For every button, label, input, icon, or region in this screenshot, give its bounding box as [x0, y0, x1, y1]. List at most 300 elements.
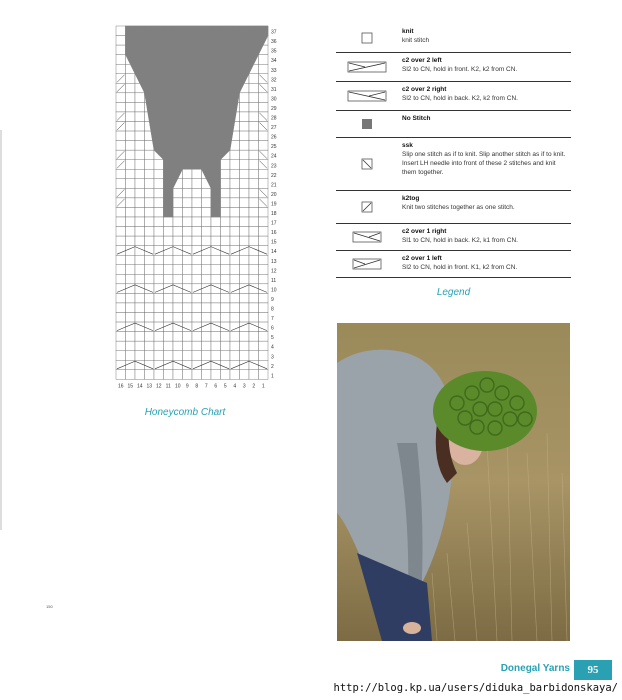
- chart-cell: [183, 169, 193, 179]
- chart-cell: [230, 341, 240, 351]
- row-number: 28: [271, 115, 277, 122]
- chart-cell: [259, 227, 269, 237]
- chart-cell: [230, 236, 240, 246]
- chart-cell: [116, 141, 126, 151]
- no-stitch-icon: [336, 111, 398, 137]
- chart-cell: [240, 341, 250, 351]
- row-number: 11: [271, 277, 277, 284]
- chart-cell: [183, 265, 193, 275]
- chart-cell: [126, 179, 136, 189]
- chart-cell: [173, 198, 183, 208]
- col-number: 5: [223, 383, 227, 390]
- legend-item-desc: Slip one stitch as if to knit. Slip another stitch as if to knit. Insert LH needle into front of these 2 stitches and knit them together.: [402, 151, 566, 176]
- chart-cell: [154, 160, 164, 170]
- chart-cell: [126, 169, 136, 179]
- chart-cell: [259, 93, 269, 103]
- col-number: 3: [242, 383, 246, 390]
- chart-cell: [116, 303, 126, 313]
- chart-cell: [126, 351, 136, 361]
- row-number: 17: [271, 220, 277, 227]
- chart-cell: [259, 217, 269, 227]
- chart-cell: [221, 274, 231, 284]
- chart-cell: [135, 122, 145, 132]
- col-number: 11: [165, 383, 171, 390]
- chart-cell: [211, 341, 221, 351]
- chart-cell: [183, 351, 193, 361]
- chart-cell: [116, 26, 126, 36]
- chart-cell: [249, 198, 259, 208]
- chart-cell: [173, 341, 183, 351]
- row-number: 2: [271, 363, 274, 370]
- chart-cell: [126, 150, 136, 160]
- chart-cell: [183, 313, 193, 323]
- chart-cell: [202, 217, 212, 227]
- row-number: 32: [271, 77, 277, 84]
- chart-cell: [249, 150, 259, 160]
- chart-cell: [202, 370, 212, 380]
- chart-cell: [126, 122, 136, 132]
- chart-cell: [259, 169, 269, 179]
- chart-cell: [259, 293, 269, 303]
- chart-cell: [154, 169, 164, 179]
- legend-item-desc: Sl2 to CN, hold in front. K1, k2 from CN.: [402, 264, 518, 271]
- legend-item: [336, 24, 571, 53]
- row-number: 8: [271, 306, 274, 313]
- chart-cell: [192, 332, 202, 342]
- chart-cell: [183, 274, 193, 284]
- chart-cell: [211, 227, 221, 237]
- row-number: 23: [271, 163, 277, 170]
- chart-cell: [154, 188, 164, 198]
- row-number: 7: [271, 316, 274, 323]
- chart-cell: [126, 236, 136, 246]
- row-number: 4: [271, 344, 274, 351]
- chart-cell: [249, 112, 259, 122]
- chart-cell: [183, 179, 193, 189]
- chart-cell: [230, 169, 240, 179]
- c2-over-1-left-icon: [336, 251, 398, 277]
- chart-cell: [192, 236, 202, 246]
- chart-cell: [249, 217, 259, 227]
- chart-cell: [230, 207, 240, 217]
- chart-cell: [154, 293, 164, 303]
- chart-cell: [249, 122, 259, 132]
- chart-cell: [135, 198, 145, 208]
- chart-cell: [240, 293, 250, 303]
- chart-cell: [249, 341, 259, 351]
- row-number: 21: [271, 182, 277, 189]
- chart-cell: [126, 370, 136, 380]
- chart-cell: [211, 274, 221, 284]
- chart-cell: [249, 332, 259, 342]
- chart-cell: [230, 303, 240, 313]
- chart-cell: [145, 236, 155, 246]
- chart-cell: [211, 370, 221, 380]
- row-number: 25: [271, 144, 277, 151]
- chart-cell: [202, 188, 212, 198]
- chart-cell: [183, 303, 193, 313]
- chart-cell: [240, 150, 250, 160]
- legend-item-title: No Stitch: [402, 115, 431, 122]
- chart-cell: [230, 217, 240, 227]
- chart-cell: [173, 188, 183, 198]
- chart-cell: [154, 370, 164, 380]
- chart-cell: [173, 207, 183, 217]
- chart-cell: [126, 83, 136, 93]
- chart-cell: [164, 274, 174, 284]
- chart-cell: [164, 370, 174, 380]
- chart-cell: [116, 274, 126, 284]
- chart-cell: [116, 36, 126, 46]
- chart-cell: [221, 198, 231, 208]
- chart-cell: [173, 255, 183, 265]
- chart-cell: [164, 255, 174, 265]
- row-number: 30: [271, 96, 277, 103]
- footer-brand: Donegal Yarns: [500, 663, 570, 674]
- chart-cell: [126, 303, 136, 313]
- chart-cell: [249, 227, 259, 237]
- chart-cell: [259, 141, 269, 151]
- chart-cell: [240, 179, 250, 189]
- chart-cell: [135, 255, 145, 265]
- chart-cell: [135, 236, 145, 246]
- chart-cell: [116, 341, 126, 351]
- row-number: 16: [271, 230, 277, 237]
- chart-cell: [259, 236, 269, 246]
- chart-cell: [240, 169, 250, 179]
- chart-cell: [221, 265, 231, 275]
- chart-cell: [154, 236, 164, 246]
- chart-cell: [164, 303, 174, 313]
- chart-cell: [183, 227, 193, 237]
- chart-cell: [211, 351, 221, 361]
- row-number: 36: [271, 39, 277, 46]
- chart-cell: [116, 93, 126, 103]
- chart-cell: [211, 217, 221, 227]
- chart-cell: [154, 351, 164, 361]
- chart-cell: [135, 227, 145, 237]
- chart-cell: [221, 303, 231, 313]
- chart-caption: Honeycomb Chart: [144, 407, 226, 418]
- chart-cell: [240, 93, 250, 103]
- chart-cell: [249, 265, 259, 275]
- chart-cell: [240, 313, 250, 323]
- chart-cell: [135, 102, 145, 112]
- chart-cell: [211, 332, 221, 342]
- chart-cell: [145, 217, 155, 227]
- chart-cell: [192, 198, 202, 208]
- chart-cell: [211, 293, 221, 303]
- legend-item: [336, 251, 571, 278]
- chart-cell: [164, 236, 174, 246]
- chart-cell: [173, 303, 183, 313]
- row-number: 20: [271, 191, 277, 198]
- chart-cell: [183, 188, 193, 198]
- chart-cell: [154, 207, 164, 217]
- chart-cell: [173, 293, 183, 303]
- chart-cell: [259, 55, 269, 65]
- chart-cell: [126, 112, 136, 122]
- chart-cell: [230, 227, 240, 237]
- legend-item-title: k2tog: [402, 195, 420, 202]
- chart-cell: [259, 102, 269, 112]
- chart-cell: [116, 293, 126, 303]
- chart-cell: [230, 150, 240, 160]
- row-number: 3: [271, 354, 274, 361]
- chart-cell: [135, 265, 145, 275]
- chart-cell: [145, 303, 155, 313]
- chart-cell: [240, 217, 250, 227]
- chart-cell: [154, 179, 164, 189]
- chart-cell: [135, 351, 145, 361]
- chart-cell: [154, 332, 164, 342]
- chart-cell: [183, 293, 193, 303]
- chart-cell: [126, 74, 136, 84]
- legend-item-title: ssk: [402, 142, 413, 149]
- chart-cell: [164, 227, 174, 237]
- chart-cell: [202, 236, 212, 246]
- chart-cell: [249, 93, 259, 103]
- chart-cell: [259, 64, 269, 74]
- chart-cell: [192, 303, 202, 313]
- chart-cell: [240, 188, 250, 198]
- row-number: 18: [271, 211, 277, 217]
- chart-cell: [211, 265, 221, 275]
- chart-cell: [116, 255, 126, 265]
- legend-item-desc: Sl2 to CN, hold in front. K2, k2 from CN.: [402, 66, 518, 73]
- chart-cell: [240, 112, 250, 122]
- chart-cell: [126, 207, 136, 217]
- chart-cell: [145, 160, 155, 170]
- chart-cell: [135, 303, 145, 313]
- chart-cell: [126, 160, 136, 170]
- chart-cell: [126, 332, 136, 342]
- chart-cell: [183, 207, 193, 217]
- row-number: 22: [271, 172, 277, 179]
- knit-icon: [336, 24, 398, 52]
- chart-cell: [154, 313, 164, 323]
- row-number: 35: [271, 48, 277, 55]
- row-number: 9: [271, 296, 274, 303]
- row-number: 10: [271, 287, 277, 294]
- chart-cell: [202, 198, 212, 208]
- row-number: 13: [271, 258, 277, 265]
- chart-cell: [240, 332, 250, 342]
- col-number: 14: [136, 383, 143, 390]
- chart-cell: [173, 274, 183, 284]
- row-number: 5: [271, 335, 274, 342]
- chart-cell: [240, 274, 250, 284]
- chart-cell: [116, 351, 126, 361]
- row-number: 33: [271, 67, 277, 74]
- chart-cell: [240, 160, 250, 170]
- chart-cell: [135, 207, 145, 217]
- chart-cell: [259, 255, 269, 265]
- legend-caption: Legend: [436, 287, 471, 298]
- legend-item-title: c2 over 2 right: [402, 86, 447, 93]
- chart-cell: [145, 351, 155, 361]
- chart-cell: [249, 303, 259, 313]
- row-number: 6: [271, 325, 274, 332]
- chart-cell: [126, 198, 136, 208]
- col-number: 9: [185, 383, 189, 390]
- honeycomb-chart: [112, 24, 282, 402]
- chart-cell: [173, 332, 183, 342]
- legend-item-desc: Knit two stitches together as one stitch.: [402, 204, 515, 211]
- col-number: 10: [174, 383, 181, 390]
- chart-cell: [240, 255, 250, 265]
- row-number: 15: [271, 239, 277, 246]
- chart-cell: [211, 236, 221, 246]
- chart-cell: [116, 169, 126, 179]
- chart-cell: [183, 198, 193, 208]
- chart-cell: [126, 274, 136, 284]
- chart-cell: [230, 351, 240, 361]
- chart-cell: [145, 150, 155, 160]
- col-number: 4: [233, 383, 237, 390]
- chart-cell: [183, 370, 193, 380]
- chart-cell: [126, 102, 136, 112]
- chart-cell: [259, 207, 269, 217]
- chart-cell: [135, 370, 145, 380]
- chart-cell: [249, 131, 259, 141]
- chart-cell: [126, 131, 136, 141]
- chart-cell: [145, 169, 155, 179]
- chart-cell: [164, 293, 174, 303]
- chart-cell: [192, 274, 202, 284]
- c2-over-1-right-icon: [336, 224, 398, 250]
- legend-item-title: c2 over 1 right: [402, 228, 447, 235]
- chart-cell: [126, 188, 136, 198]
- legend-item: [336, 53, 571, 82]
- chart-cell: [202, 274, 212, 284]
- chart-cell: [145, 265, 155, 275]
- chart-cell: [126, 313, 136, 323]
- chart-cell: [173, 265, 183, 275]
- chart-cell: [164, 265, 174, 275]
- chart-cell: [211, 303, 221, 313]
- chart-cell: [145, 188, 155, 198]
- chart-cell: [230, 198, 240, 208]
- chart-cell: [249, 236, 259, 246]
- chart-cell: [192, 293, 202, 303]
- chart-cell: [192, 341, 202, 351]
- chart-cell: [116, 370, 126, 380]
- chart-cell: [240, 122, 250, 132]
- page-mark: 150: [46, 604, 53, 609]
- col-number: 12: [155, 383, 162, 390]
- col-number: 16: [117, 383, 124, 390]
- chart-cell: [221, 227, 231, 237]
- chart-cell: [173, 236, 183, 246]
- chart-cell: [230, 332, 240, 342]
- k2tog-icon: [336, 191, 398, 223]
- chart-cell: [202, 351, 212, 361]
- chart-cell: [221, 207, 231, 217]
- chart-cell: [135, 112, 145, 122]
- legend-item: [336, 111, 571, 138]
- chart-cell: [145, 332, 155, 342]
- chart-cell: [202, 332, 212, 342]
- chart-cell: [240, 265, 250, 275]
- chart-cell: [154, 341, 164, 351]
- legend-item-title: c2 over 1 left: [402, 255, 442, 262]
- chart-cell: [154, 227, 164, 237]
- c2-over-2-right-icon: [336, 82, 398, 110]
- chart-cell: [173, 227, 183, 237]
- chart-cell: [173, 217, 183, 227]
- chart-cell: [116, 45, 126, 55]
- chart-cell: [192, 351, 202, 361]
- chart-cell: [183, 255, 193, 265]
- chart-cell: [164, 341, 174, 351]
- legend-item-desc: knit stitch: [402, 37, 430, 44]
- chart-cell: [126, 141, 136, 151]
- chart-cell: [211, 313, 221, 323]
- chart-cell: [202, 293, 212, 303]
- chart-cell: [145, 227, 155, 237]
- chart-cell: [259, 313, 269, 323]
- col-number: 2: [252, 383, 256, 390]
- chart-cell: [192, 227, 202, 237]
- chart-cell: [230, 160, 240, 170]
- chart-cell: [192, 188, 202, 198]
- chart-cell: [221, 179, 231, 189]
- chart-cell: [240, 236, 250, 246]
- chart-cell: [192, 313, 202, 323]
- chart-cell: [249, 179, 259, 189]
- legend-item: [336, 224, 571, 251]
- col-number: 1: [261, 383, 265, 390]
- chart-cell: [192, 169, 202, 179]
- chart-cell: [145, 341, 155, 351]
- chart-cell: [230, 265, 240, 275]
- chart-cell: [202, 265, 212, 275]
- chart-cell: [259, 332, 269, 342]
- chart-cell: [164, 332, 174, 342]
- chart-cell: [173, 351, 183, 361]
- chart-cell: [240, 370, 250, 380]
- chart-cell: [249, 141, 259, 151]
- col-number: 7: [204, 383, 208, 390]
- chart-cell: [145, 313, 155, 323]
- ssk-icon: [336, 138, 398, 190]
- row-number: 1: [271, 373, 274, 380]
- chart-cell: [135, 179, 145, 189]
- chart-cell: [192, 370, 202, 380]
- source-url[interactable]: http://blog.kp.ua/users/diduka_barbidonskaya/: [333, 682, 618, 694]
- row-number: 19: [271, 201, 277, 208]
- chart-cell: [135, 93, 145, 103]
- chart-cell: [154, 303, 164, 313]
- chart-cell: [221, 293, 231, 303]
- chart-cell: [202, 341, 212, 351]
- chart-cell: [249, 188, 259, 198]
- chart-cell: [249, 160, 259, 170]
- chart-cell: [116, 332, 126, 342]
- legend-item-desc: Sl1 to CN, hold in back. K2, k1 from CN.: [402, 237, 518, 244]
- chart-cell: [230, 293, 240, 303]
- chart-cell: [221, 370, 231, 380]
- chart-cell: [135, 217, 145, 227]
- chart-cell: [183, 217, 193, 227]
- chart-cell: [173, 370, 183, 380]
- chart-cell: [259, 274, 269, 284]
- chart-cell: [145, 179, 155, 189]
- chart-cell: [154, 198, 164, 208]
- chart-cell: [230, 313, 240, 323]
- chart-cell: [126, 93, 136, 103]
